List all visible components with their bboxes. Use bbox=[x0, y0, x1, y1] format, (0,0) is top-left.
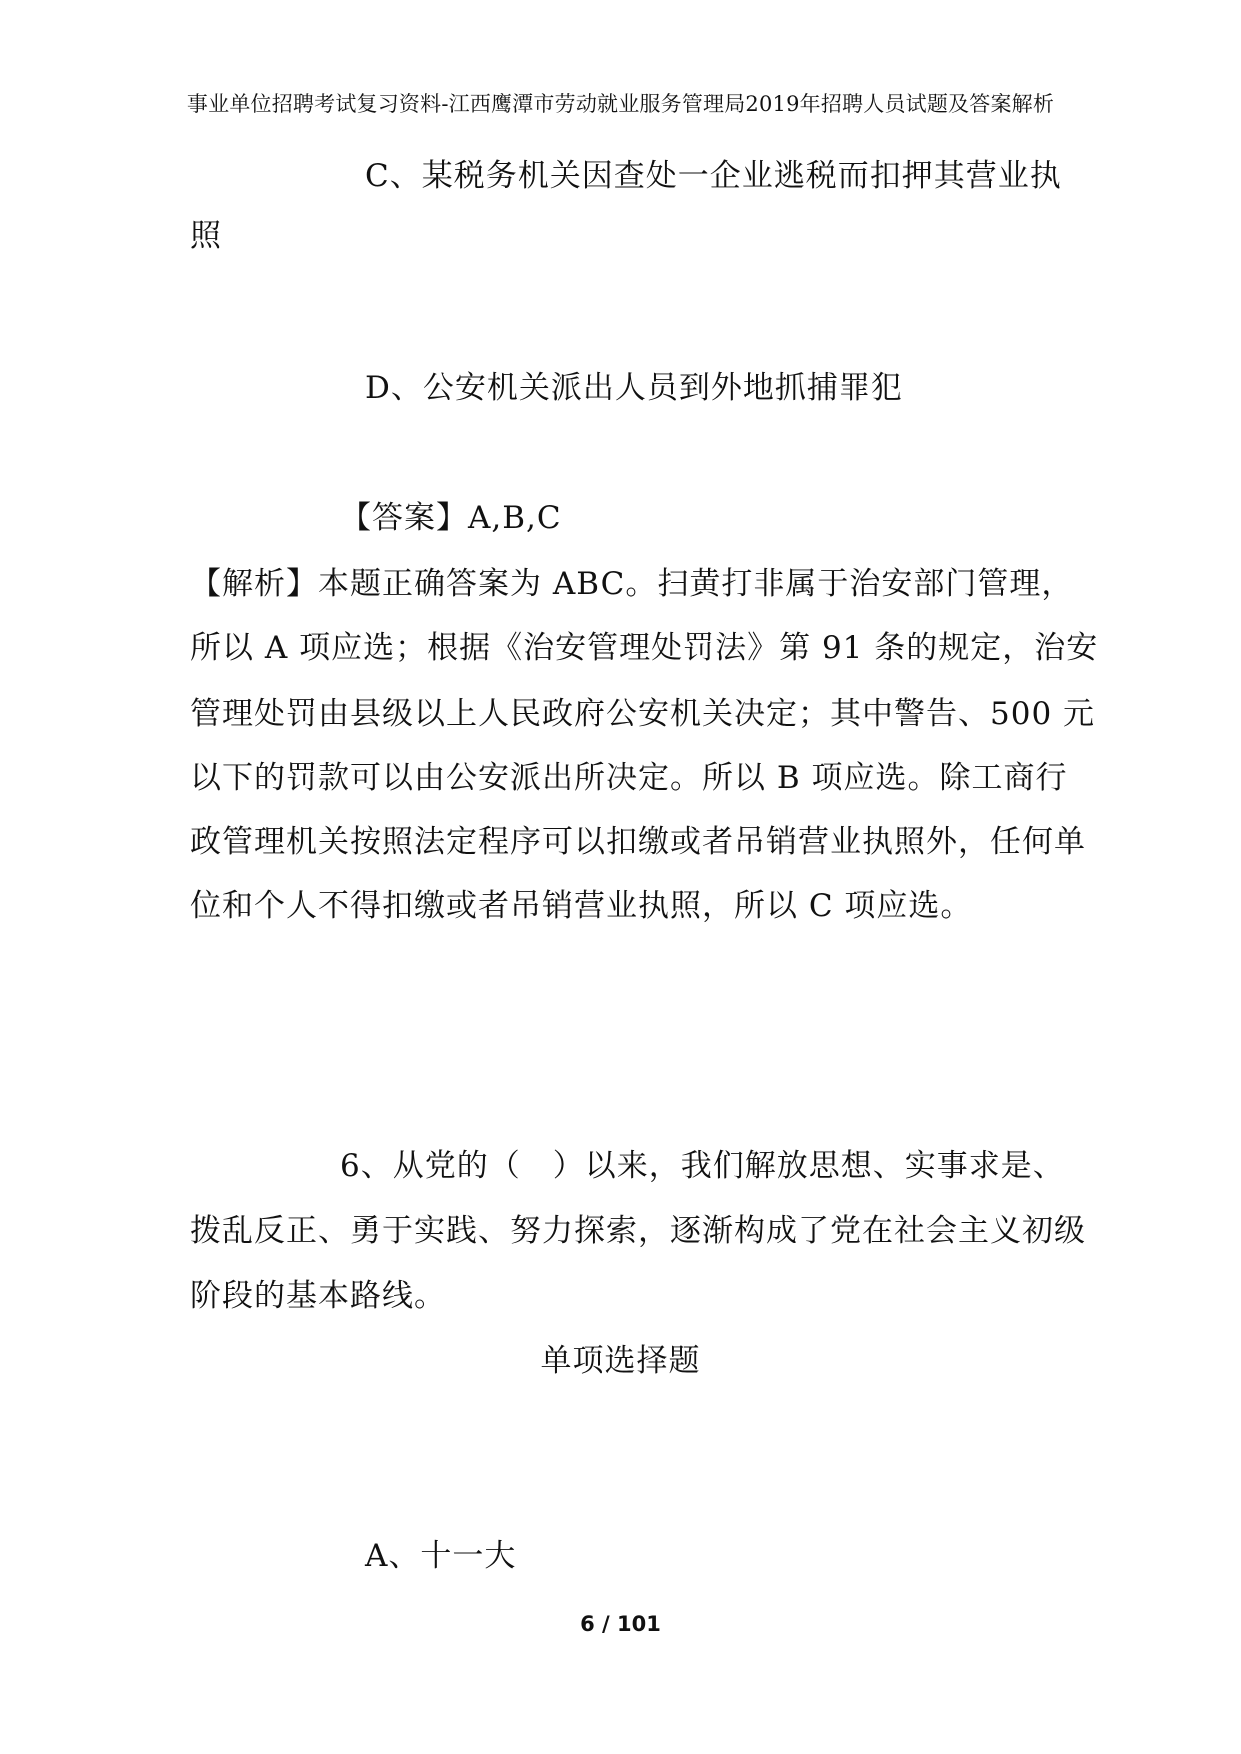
analysis-line-5: 政管理机关按照法定程序可以扣缴或者吊销营业执照外，任何单 bbox=[190, 824, 1086, 860]
analysis-line-6: 位和个人不得扣缴或者吊销营业执照，所以 C 项应选。 bbox=[190, 888, 973, 924]
analysis-line-4: 以下的罚款可以由公安派出所决定。所以 B 项应选。除工商行 bbox=[190, 760, 1068, 796]
question6-stem-line3: 阶段的基本路线。 bbox=[190, 1278, 446, 1314]
question-type-label: 单项选择题 bbox=[540, 1343, 701, 1379]
analysis-line-3: 管理处罚由县级以上人民政府公安机关决定；其中警告、500 元 bbox=[190, 696, 1096, 732]
document-header: 事业单位招聘考试复习资料-江西鹰潭市劳动就业服务管理局2019年招聘人员试题及答案解析 bbox=[186, 92, 1055, 116]
question5-option-d: D、公安机关派出人员到外地抓捕罪犯 bbox=[365, 370, 903, 406]
question5-answer: 【答案】A,B,C bbox=[340, 500, 562, 536]
page-number: 6 / 101 bbox=[580, 1612, 661, 1636]
question6-stem-line1: 6、从党的（ ）以来，我们解放思想、实事求是、 bbox=[340, 1148, 1065, 1184]
analysis-line-1: 【解析】本题正确答案为 ABC。扫黄打非属于治安部门管理， bbox=[190, 566, 1074, 602]
question6-option-a: A、十一大 bbox=[365, 1538, 517, 1574]
question6-stem-line2: 拨乱反正、勇于实践、努力探索，逐渐构成了党在社会主义初级 bbox=[190, 1213, 1086, 1249]
analysis-line-2: 所以 A 项应选；根据《治安管理处罚法》第 91 条的规定，治安 bbox=[190, 630, 1099, 666]
question5-option-c-line2: 照 bbox=[190, 218, 222, 254]
question5-option-c-line1: C、某税务机关因查处一企业逃税而扣押其营业执 bbox=[365, 158, 1062, 194]
